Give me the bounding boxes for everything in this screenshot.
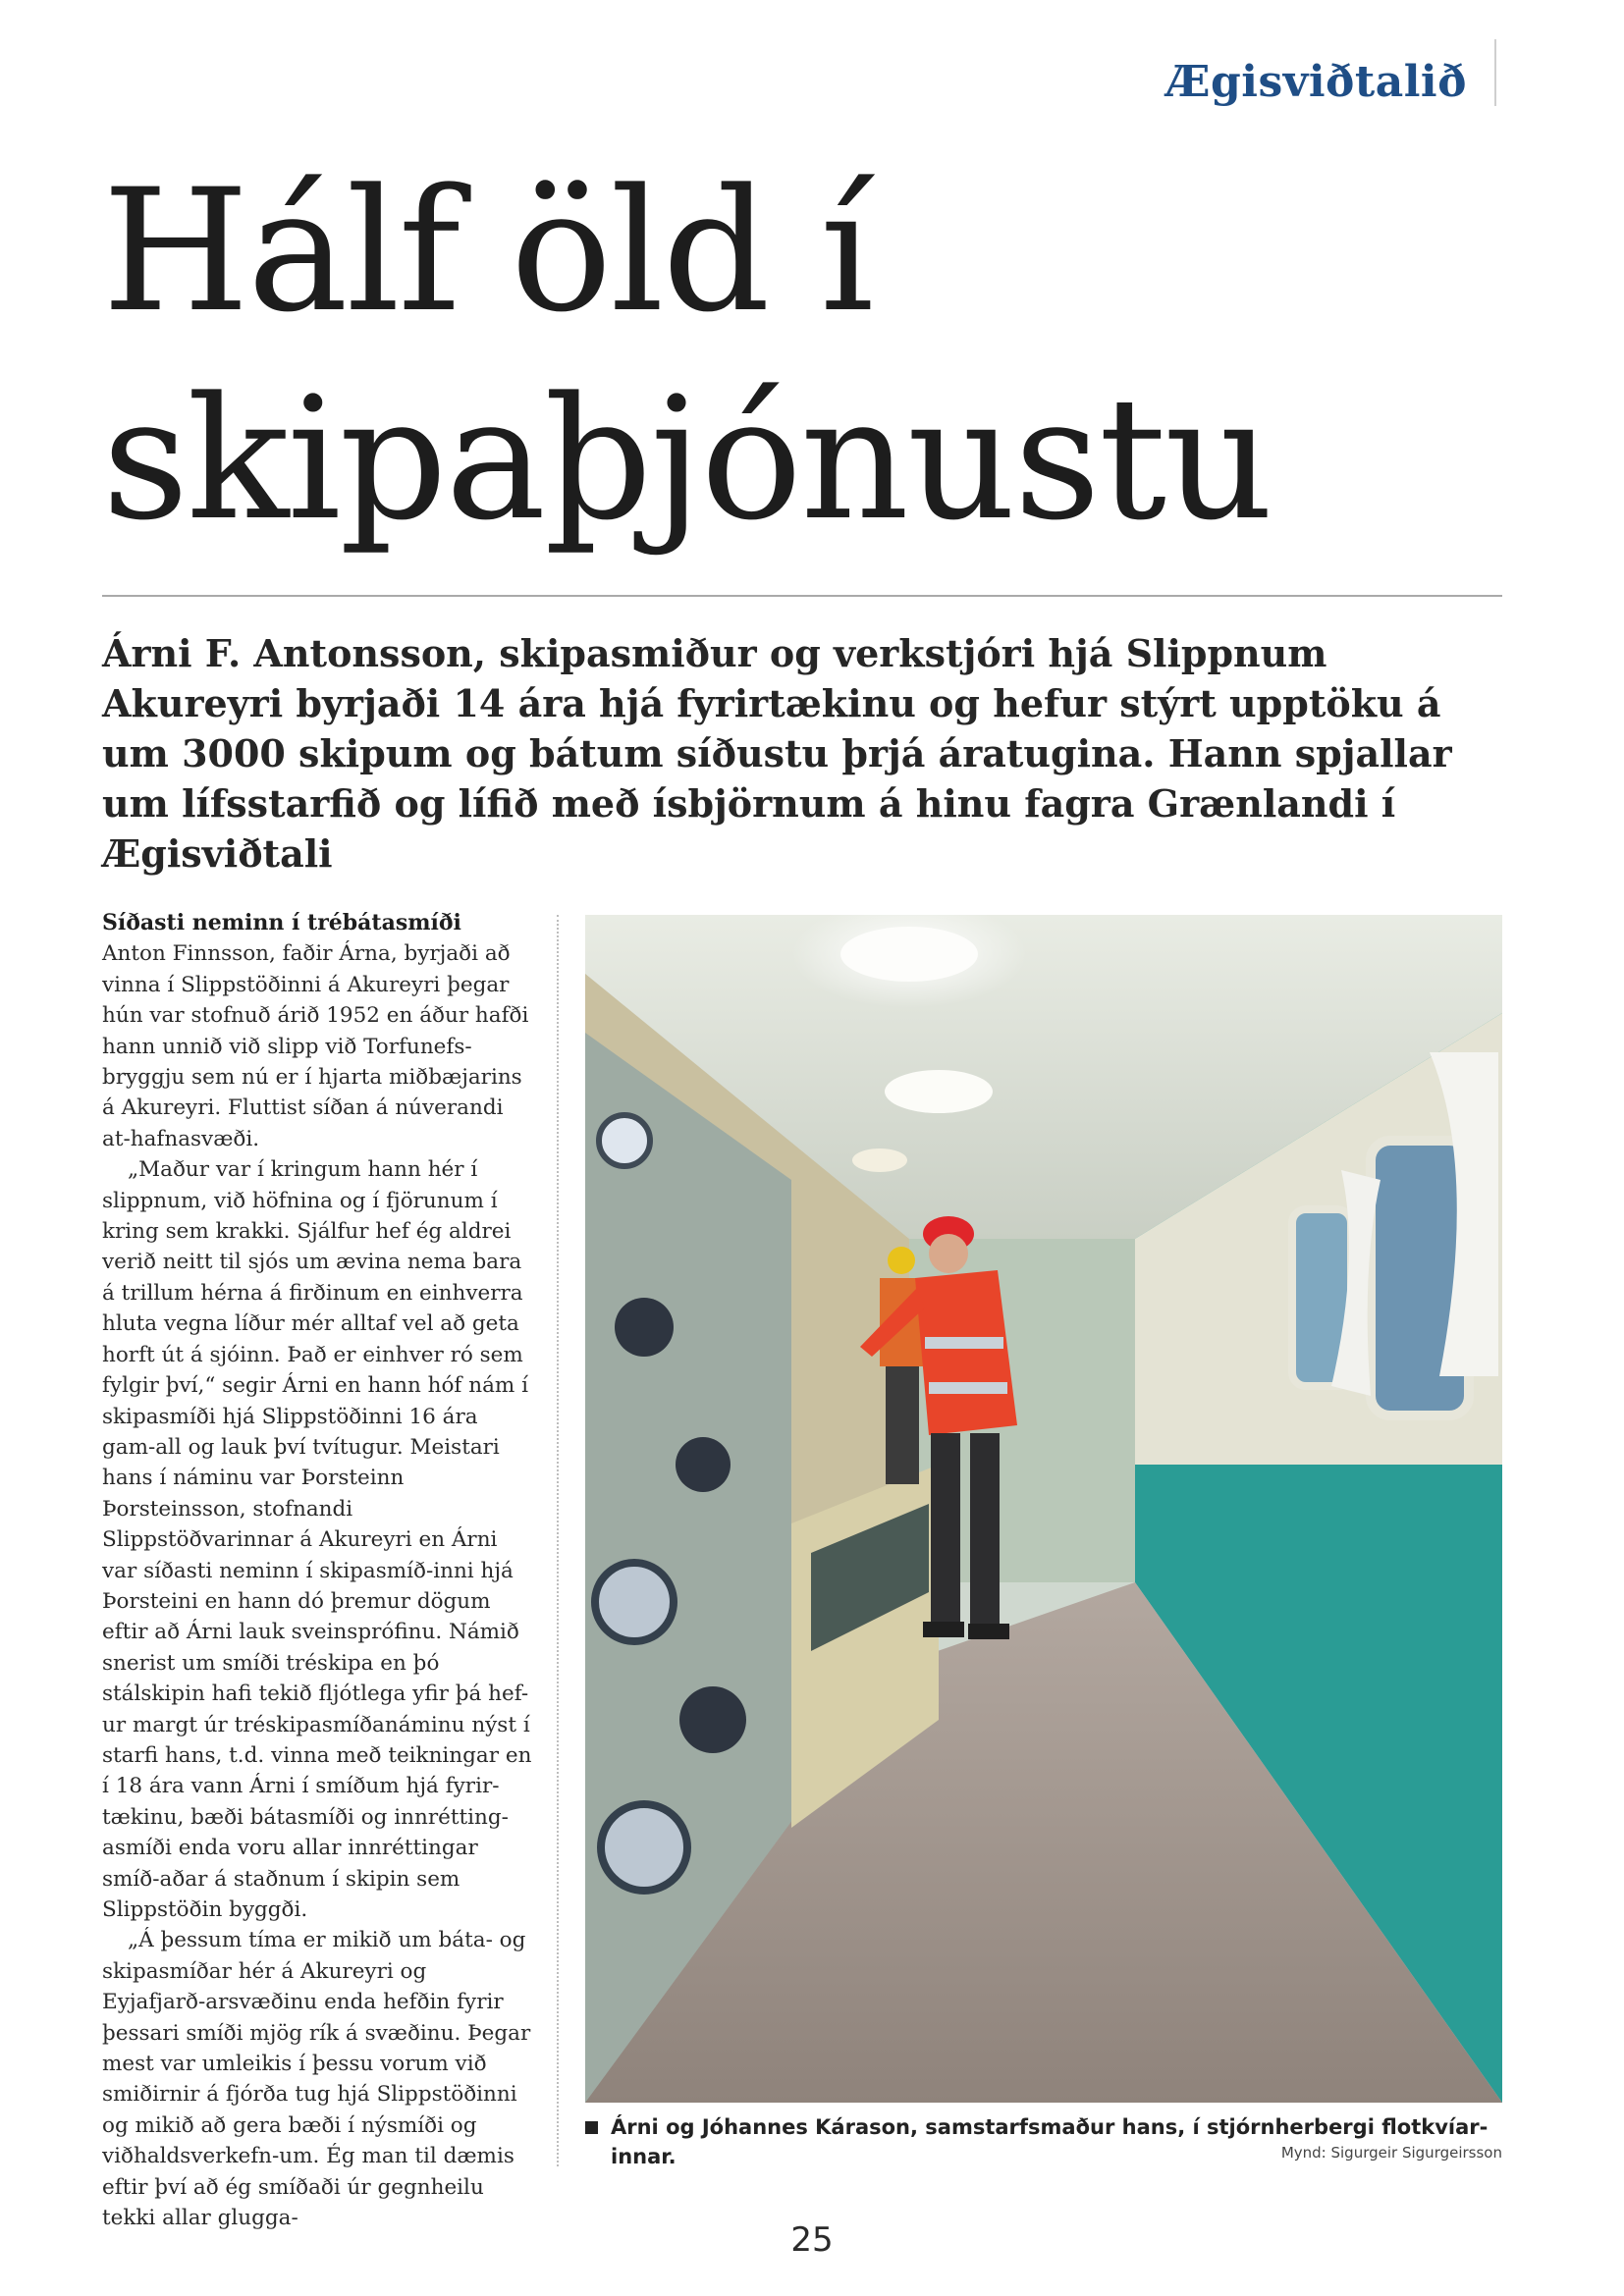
article-paragraph-1: Anton Finnsson, faðir Árna, byrjaði að vinna í Slippstöðinni á Akureyri þegar hún var stofnuð árið 1952 en áður hafði hann unnið við slipp við Torfunefs-bryggju sem nú er í hjarta miðbæjarins á Akureyri. Fluttist síðan á núverandi at-hafnasvæði.: [102, 941, 529, 1151]
article-column: [102, 908, 534, 2233]
title-divider: [102, 595, 1502, 597]
caption-text: Árni og Jóhannes Kárason, samstarfsmaður hans, í stjórnherbergi flotkvíar-innar.: [611, 2115, 1489, 2168]
article-subheading: Síðasti neminn í trébátasmíði: [102, 910, 461, 935]
article-paragraph-2: „Maður var í kringum hann hér í slippnum, við höfnina og í fjörunum í kring sem krakki. Sjálfur hef ég aldrei verið neitt til sjós um ævina nema bara á trillum hérna á firðinum en einhverra hluta vegna líður mér alltaf vel að geta horft út á sjóinn. Það er einhver ró sem fylgir því,“ segir Árni en hann hóf nám í skipasmíði hjá Slippstöðinni 16 ára gam-all og lauk því tvítugur. Meistari hans í náminu var Þorsteinn Þorsteinsson, stofnandi Slippstöðvarinnar á Akureyri en Árni var síðasti neminn í skipasmíð-inni hjá Þorsteini en hann dó þremur dögum eftir að Árni lauk sveinsprófinu. Námið snerist um smíði tréskipa en þó stálskipin hafi tekið fljótlega yfir þá hef-ur margt úr tréskipasmíðanáminu nýst í starfi hans, t.d. vinna með teikningar en í 18 ára vann Árni í smíðum hjá fyrir-tækinu, bæði bátasmíði og innrétting-asmíði enda voru allar innréttingar smíð-aðar á staðnum í skipin sem Slippstöðin byggði.: [102, 1157, 532, 1922]
title-line-2: skipaþjónustu: [102, 360, 1272, 558]
title-line-1: Hálf öld í: [102, 152, 873, 349]
photo-credit: Mynd: Sigurgeir Sigurgeirsson: [1280, 2144, 1502, 2162]
column-divider: [557, 915, 559, 2166]
lead-paragraph: Árni F. Antonsson, skipasmiður og verkstjóri hjá Slippnum Akureyri byrjaði 14 ára hjá fyrirtækinu og hefur stýrt upptöku á um 3000 skipum og bátum síðustu þrjá áratugina. Hann spjallar um lífsstarfið og lífið með ísbjörnum á hinu fagra Grænlandi í Ægisviðtali: [102, 631, 1452, 876]
article-title: [102, 147, 1516, 563]
photo-caption: [585, 2112, 1502, 2171]
control-room-photo: [585, 915, 1502, 2103]
caption-bullet: [585, 2121, 598, 2134]
photo-illustration: [585, 915, 1502, 2103]
article-paragraph-3: „Á þessum tíma er mikið um báta- og skipasmíðar hér á Akureyri og Eyjafjarð-arsvæðinu enda hefðin fyrir þessari smíði mjög rík á svæðinu. Þegar mest var umleikis í þessu vorum við smiðirnir á fjórða tug hjá Slippstöðinni og mikið að gera bæði í nýsmíði og viðhaldsverkefn-um. Ég man til dæmis eftir því að ég smíðaði úr gegnheilu tekki allar glugga-: [102, 1928, 531, 2231]
page-number: 25: [790, 2220, 834, 2260]
section-tag-divider: [1494, 39, 1496, 106]
section-tag: Ægisviðtalið: [1165, 57, 1467, 107]
